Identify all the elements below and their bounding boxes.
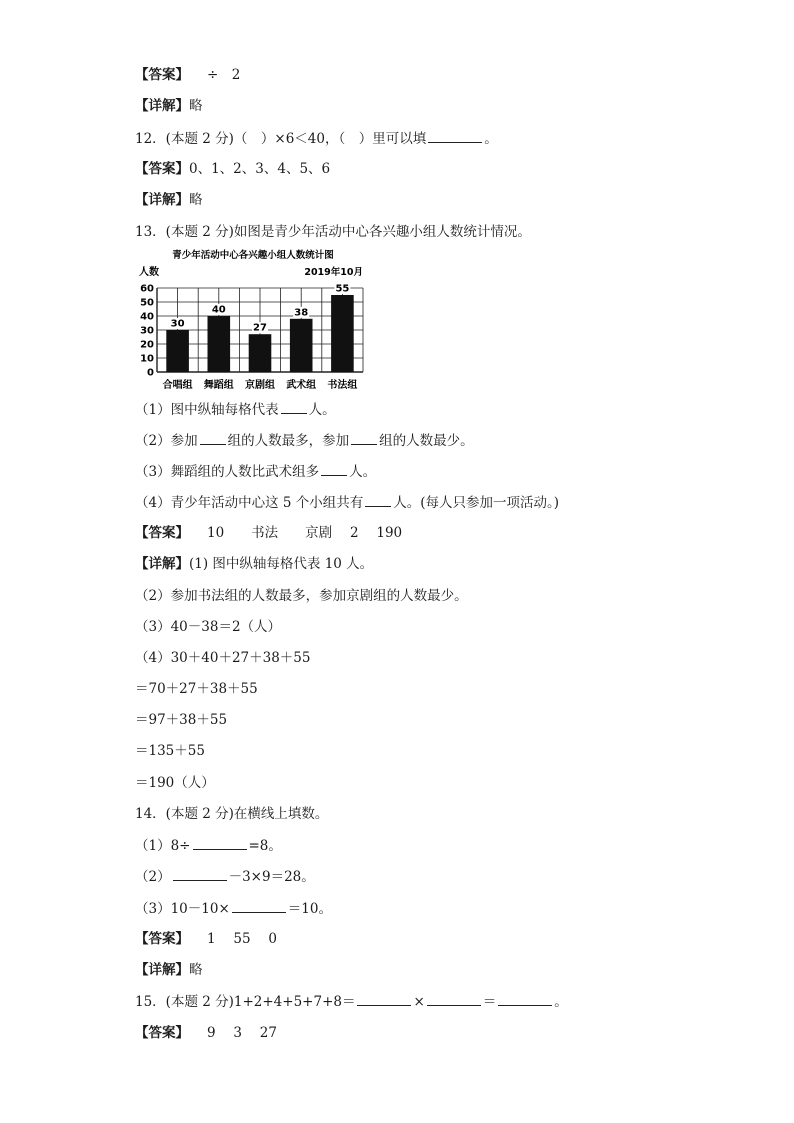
q13-sub2-text: （2）参加: [135, 433, 198, 449]
q13-sub4-text-end: 人。(每人只参加一项活动。): [393, 495, 560, 511]
detail-content: (1) 图中纵轴每格代表 10 人。: [189, 556, 374, 572]
answer-blank[interactable]: [498, 992, 552, 1006]
answer-label: 【答案】: [135, 931, 189, 947]
q12-stem: 12．(本题 2 分)（ ）×6＜40，（ ）里可以填: [135, 131, 427, 147]
q14-sub2-text: （2）: [135, 869, 171, 885]
bar-value-label: 30: [170, 318, 185, 330]
q13-detail-5: ＝70＋27＋38＋55: [135, 681, 258, 697]
q14-stem-line: [135, 805, 328, 823]
bar-value-label: 38: [294, 307, 309, 319]
y-tick-label: 60: [140, 283, 154, 295]
x-tick-label: 武术组: [286, 380, 317, 391]
q12-detail-line: [135, 191, 203, 209]
detail-content: 略: [189, 192, 203, 208]
answer-content: 9 3 27: [207, 1025, 277, 1041]
x-tick-label: 京剧组: [245, 380, 275, 391]
bar: [249, 334, 272, 372]
q13-detail-2: （2）参加书法组的人数最多，参加京剧组的人数最少。: [135, 588, 468, 604]
y-tick-label: 20: [140, 339, 154, 351]
q13-detail-line: [135, 555, 373, 573]
bar: [208, 316, 231, 372]
answer-label: 【答案】: [135, 161, 189, 177]
answer-label: 【答案】: [135, 67, 189, 83]
answer-blank[interactable]: [365, 493, 391, 507]
q14-sub2-line: [135, 867, 315, 886]
q14-sub3-text-end: ＝10。: [287, 901, 332, 917]
answer-blank[interactable]: [357, 992, 411, 1006]
q13-stem-line: [135, 223, 531, 241]
q13-sub4-text: （4）青少年活动中心这 5 个小组共有: [135, 495, 364, 511]
detail-label: 【详解】: [135, 962, 189, 978]
q14-stem: 14．(本题 2 分)在横线上填数。: [135, 806, 329, 822]
x-tick-labels: [163, 378, 358, 391]
q14-detail-line: [135, 961, 203, 979]
answer-blank[interactable]: [427, 992, 481, 1006]
q13-sub4-line: [135, 493, 559, 512]
q13-detail-3: （3）40－38＝2（人）: [135, 619, 282, 635]
bar-chart-svg: [135, 246, 375, 394]
answer-blank[interactable]: [351, 431, 377, 445]
bar-value-label: 40: [211, 304, 226, 316]
q15-stem: 15．(本题 2 分)1+2+4+5+7+8＝: [135, 994, 356, 1010]
q13-sub1-text-end: 人。: [308, 402, 336, 418]
x-tick-label: 舞蹈组: [203, 380, 234, 391]
q15-end: 。: [554, 994, 568, 1010]
q13-detail-7: ＝135＋55: [135, 743, 205, 759]
q14-sub1-text-end: =8。: [248, 838, 282, 854]
chart-subtitle: 2019年10月: [304, 267, 363, 278]
y-tick-label: 0: [147, 367, 154, 379]
q12-end: 。: [484, 131, 498, 147]
q13-sub3-line: [135, 462, 376, 481]
y-tick-label: 40: [140, 311, 154, 323]
bar: [331, 295, 354, 372]
q13-sub3-text-end: 人。: [349, 464, 377, 480]
y-tick-label: 10: [140, 353, 154, 365]
answer-content: ÷ 2: [207, 67, 241, 83]
answer-blank[interactable]: [321, 462, 347, 476]
detail-content: 略: [189, 962, 203, 978]
q13-detail-6: ＝97＋38＋55: [135, 712, 228, 728]
y-tick-labels: [140, 284, 154, 379]
q13-stem: 13．(本题 2 分)如图是青少年活动中心各兴趣小组人数统计情况。: [135, 224, 531, 240]
q15-times: ×: [413, 994, 425, 1010]
detail-label: 【详解】: [135, 556, 189, 572]
q14-sub1-line: [135, 836, 282, 855]
y-tick-label: 50: [140, 297, 154, 309]
q11-detail-line: [135, 97, 203, 115]
q14-answer-line: [135, 930, 277, 948]
answer-blank[interactable]: [200, 431, 226, 445]
q13-sub2-text-mid: 组的人数最多，参加: [227, 433, 350, 449]
q13-sub1-text: （1）图中纵轴每格代表: [135, 402, 279, 418]
q15-stem-line: [135, 992, 568, 1011]
q13-sub1-line: [135, 400, 336, 419]
q13-detail-8: ＝190（人）: [135, 775, 215, 791]
q15-equals: ＝: [482, 994, 497, 1010]
q13-sub2-text-end: 组的人数最少。: [379, 433, 474, 449]
bar-value-label: 55: [335, 283, 350, 295]
q13-detail-4: （4）30＋40＋27＋38＋55: [135, 650, 311, 666]
q14-sub3-text: （3）10－10×: [135, 901, 230, 917]
answer-content: 10 书法 京剧 2 190: [207, 525, 403, 541]
q14-sub1-text: （1）8÷: [135, 838, 191, 854]
x-tick-label: 合唱组: [162, 380, 193, 391]
q11-answer-line: [135, 66, 240, 84]
q13-sub2-line: [135, 431, 474, 450]
q15-answer-line: [135, 1024, 277, 1042]
bar: [166, 330, 189, 372]
q13-sub3-text: （3）舞蹈组的人数比武术组多: [135, 464, 320, 480]
chart-title: 青少年活动中心各兴趣小组人数统计图: [172, 250, 334, 261]
q12-stem-line: [135, 129, 498, 148]
detail-content: 略: [189, 98, 203, 114]
chart-ylabel: 人数: [139, 267, 159, 278]
answer-label: 【答案】: [135, 1025, 189, 1041]
q13-answer-line: [135, 524, 402, 542]
q12-answer-line: [135, 160, 330, 178]
answer-blank[interactable]: [281, 400, 307, 414]
q14-sub3-line: [135, 899, 332, 918]
answer-content: 0、1、2、3、4、5、6: [189, 161, 331, 177]
answer-content: 1 55 0: [207, 931, 277, 947]
q14-sub2-text-end: －3×9＝28。: [228, 869, 315, 885]
detail-label: 【详解】: [135, 98, 189, 114]
answer-blank[interactable]: [232, 899, 286, 913]
y-tick-label: 30: [140, 325, 154, 337]
answer-blank[interactable]: [428, 129, 482, 143]
answer-blank[interactable]: [173, 867, 227, 881]
bar: [290, 319, 313, 372]
detail-label: 【详解】: [135, 192, 189, 208]
x-tick-label: 书法组: [327, 380, 358, 391]
bar-value-label: 27: [253, 322, 267, 334]
answer-label: 【答案】: [135, 525, 189, 541]
answer-blank[interactable]: [193, 836, 247, 850]
bar-chart: [135, 246, 375, 394]
